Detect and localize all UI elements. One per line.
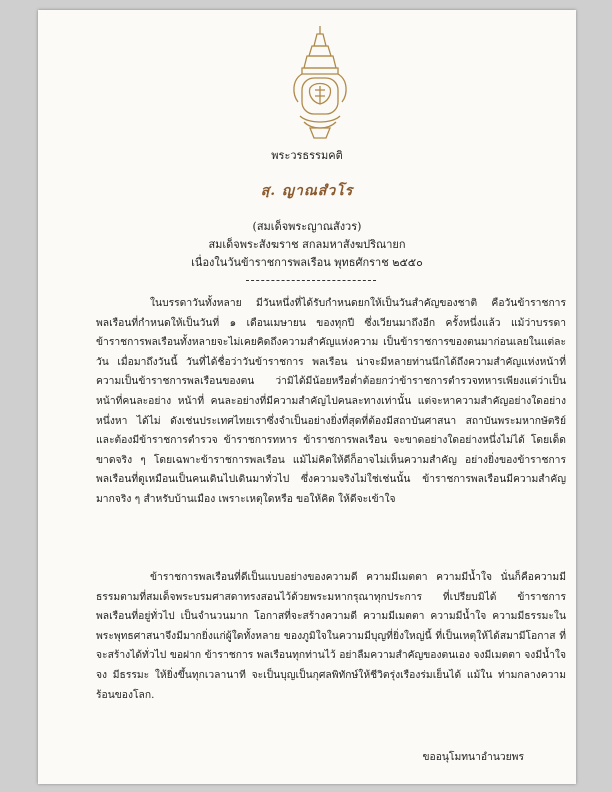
letter-page [38,10,576,784]
motto-heading: พระวรธรรมคติ [271,149,343,162]
paragraph-text: ข้าราชการพลเรือนที่ดีเป็นแบบอย่างของความดี ความมีเมตตา ความมีน้ำใจ นั่นก็คือความมีธรรมตามที่สมเด็จพระบรมศาสดาทรงสอนไว้ด้วยพระมหากรุณาทุกประการ ที่เปรียบมิได้ ข้าราชการพลเรือนที่อยู่ทั่วไป เป็นจำนวนมาก โอกาสที่จะสร้างความดี ความมีเมตตา ความมีน้ำใจ ความมีธรรมะในพระพุทธศาสนาจึงมีมากยิ่งแก่ผู้ใดทั้งหลาย ของภูมิใจในความมีบุญที่ยิ่งใหญ่นี้ ที่เป็นเหตุให้ได้สมามีโอกาส ที่จะสร้างได้ทั่วไป ขอฝาก ข้าราชการ พลเรือนทุกท่านไว้ อย่าลืมความสำคัญของตนเอง จงมีเมตตา จงมีน้ำใจ จง มีธรรมะ ให้ยิ่งขึ้นทุกเวลานาที จะเป็นบุญเป็นกุศลพิทักษ์ให้ชีวิตรุ่งเรืองร่มเย็นได้ แม้ใน ท่ามกลางความร้อนของโลก. [96,571,566,701]
signatory-name: (สมเด็จพระญาณสังวร) [252,220,362,233]
paragraph-1 [96,294,566,510]
royal-emblem-icon [288,24,352,154]
occasion-line: เนื่องในวันข้าราชการพลเรือน พุทธศักราช ๒๕๕๐ [191,256,423,269]
divider [246,280,376,281]
closing-blessing: ขออนุโมทนาอำนวยพร [422,751,524,763]
paragraph-2 [96,568,566,705]
handwritten-signature: สฺ. ญาณสํวโร [260,183,354,199]
paragraph-text: ในบรรดาวันทั้งหลาย มีวันหนึ่งที่ได้รับกำหนดยกให้เป็นวันสำคัญของชาติ คือวันข้าราชการพลเรือนที่กำหนดให้เป็นวันที่ ๑ เดือนเมษายน ของทุกปี ซึ่งเวียนมาถึงอีก ครั้งหนึ่งแล้ว แม้ว่าบรรดาข้าราชการพลเรือนทั้งหลายจะไม่เคยคิดถึงความสำคัญแห่งความ เป็นข้าราชการของตนมาก่อนเลยในแต่ละวัน เมื่อมาถึงวันนี้ วันที่ได้ชื่อว่าวันข้าราชการ พลเรือน น่าจะมีหลายท่านนึกได้ถึงความสำคัญแห่งหน้าที่ความเป็นข้าราชการพลเรือนของตน ว่ามิได้มีน้อยหรือต่ำต้อยกว่าข้าราชการตำรวจทหารเพียงแต่ว่าเป็นหน้าที่คนละอย่าง หน้าที่ คนละอย่างที่มีความสำคัญไปคนละทางเท่านั้น แต่จะหาความสำคัญอย่างใดอย่างหนึ่งหา ได้ไม่ ดังเช่นประเทศไทยเราซึ่งจำเป็นอย่างยิ่งที่สุดที่ต้องมีสถาบันศาสนา สถาบันพระมหากษัตริย์ และต้องมีข้าราชการตำรวจ ข้าราชการทหาร ข้าราชการพลเรือน จะขาดอย่างใดอย่างหนึ่งไม่ได้ โดยเด็ดขาดจริง ๆ โดยเฉพาะข้าราชการพลเรือน แม้ไม่คิดให้ดีก็อาจไม่เห็นความสำคัญ อย่างยิ่งของข้าราชการพลเรือนที่ดูเหมือนเป็นคนเดินไปเดินมาทั่วไป ซึ่งความจริงไม่ใช่เช่นนั้น ข้าราชการพลเรือนมีความสำคัญมากจริง ๆ สำหรับบ้านเมือง เพราะเหตุใดหรือ ขอให้คิด ให้ดีจะเข้าใจ [96,297,566,505]
signatory-title: สมเด็จพระสังฆราช สกลมหาสังฆปริณายก [208,238,406,251]
